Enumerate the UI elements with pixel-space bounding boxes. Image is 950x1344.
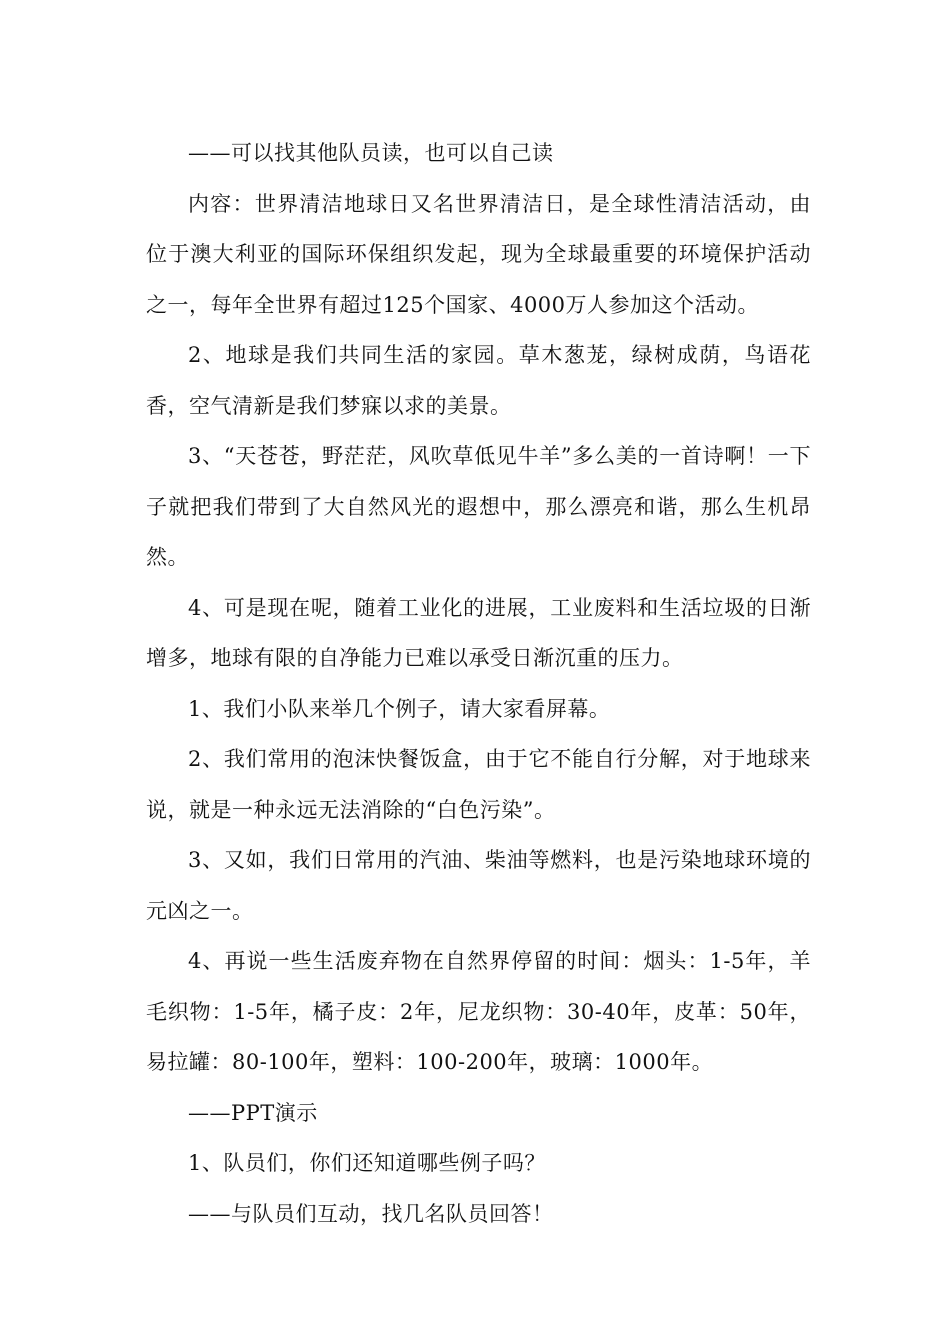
paragraph-interaction-note: ——与队员们互动，找几名队员回答！ (188, 1201, 554, 1226)
paragraph-fuels: 3、又如，我们日常用的汽油、柴油等燃料，也是污染地球环境的元凶之一。 (146, 848, 811, 923)
paragraph-question: 1、队员们，你们还知道哪些例子吗？ (188, 1151, 546, 1175)
paragraph-industrialization: 4、可是现在呢，随着工业化的进展，工业废料和生活垃圾的日渐增多，地球有限的自净能力已难以承受日渐沉重的压力。 (146, 595, 811, 670)
paragraph-examples-intro: 1、我们小队来举几个例子，请大家看屏幕。 (188, 696, 611, 721)
paragraph-foam-boxes: 2、我们常用的泡沫快餐饭盒，由于它不能自行分解，对于地球来说，就是一种永远无法消除的“白色污染”。 (146, 747, 811, 822)
paragraph-waste-durations: 4、再说一些生活废弃物在自然界停留的时间：烟头：1-5年，羊毛织物：1-5年，橘子皮：2年，尼龙织物：30-40年，皮革：50年，易拉罐：80-100年，塑料：100-200年，玻璃：1000年。 (146, 949, 811, 1074)
paragraph-reading-note: ——可以找其他队员读，也可以自己读 (188, 141, 554, 165)
paragraph-content-intro: 内容：世界清洁地球日又名世界清洁日，是全球性清洁活动，由位于澳大利亚的国际环保组织发起，现为全球最重要的环境保护活动之一，每年全世界有超过125个国家、4000万人参加这个活动。 (146, 191, 811, 317)
paragraph-poem: 3、“天苍苍，野茫茫，风吹草低见牛羊”多么美的一首诗啊！一下子就把我们带到了大自然风光的遐想中，那么漂亮和谐，那么生机昂然。 (146, 444, 811, 569)
document-body (146, 128, 811, 1239)
paragraph-ppt-note: ——PPT演示 (188, 1100, 318, 1125)
paragraph-earth-home: 2、地球是我们共同生活的家园。草木葱茏，绿树成荫，鸟语花香，空气清新是我们梦寐以求的美景。 (146, 343, 811, 418)
